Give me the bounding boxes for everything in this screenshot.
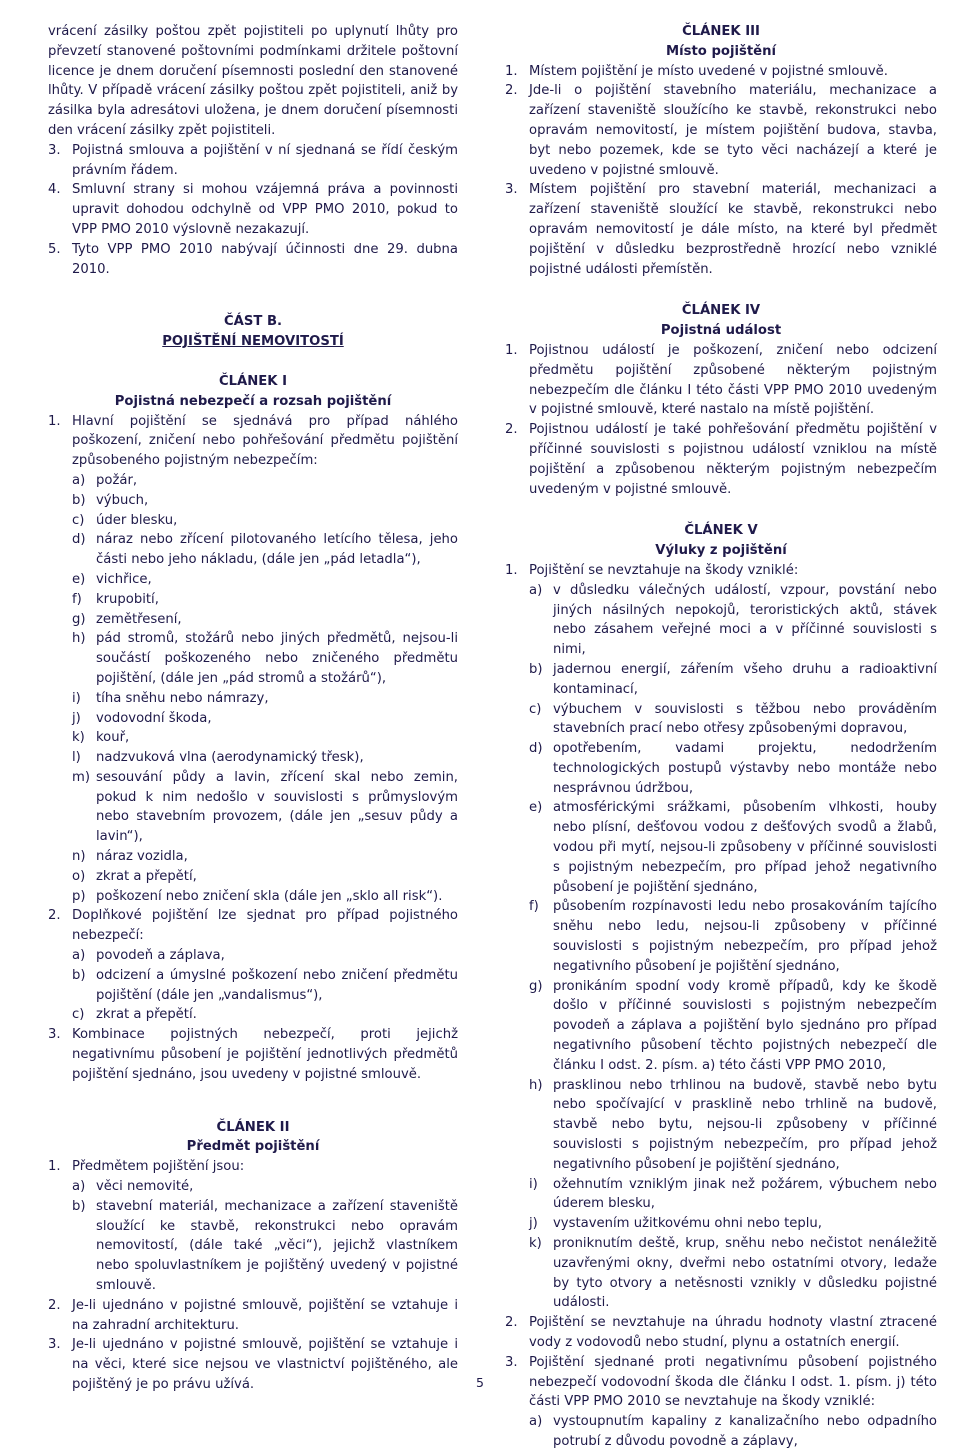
sub-item	[72, 867, 458, 887]
sub-item	[72, 471, 458, 491]
sub-item-letter: f)	[72, 591, 82, 607]
item-text: Pojistná smlouva a pojištění v ní sjednaná se řídí českým právním řádem.	[72, 142, 458, 178]
list-item	[48, 1157, 458, 1177]
sub-item-letter: c)	[72, 1007, 85, 1023]
part-title: ČÁST B.	[223, 314, 283, 330]
sub-item-letter: a)	[72, 472, 86, 488]
sub-item	[72, 491, 458, 511]
sub-item	[529, 798, 937, 897]
sub-item-text: zemětřesení,	[96, 611, 182, 627]
sub-item-letter: b)	[529, 661, 543, 677]
sub-item-text: působením rozpínavosti ledu nebo prosakováním tajícího sněhu nebo ledu, nejsou-li způsobeny v příčinné souvislosti s pojistným nebezpečím, pro případ jehož negativního působení je pojištění sjednáno,	[553, 899, 937, 974]
list-item	[48, 412, 458, 471]
item-number: 3.	[505, 1354, 518, 1370]
item-text: Pojistnou událostí je poškození, zničení nebo odcizení předmětu pojištění způsobené některým pojistným nebezpečím dle článku I této části VPP PMO 2010 uvedeným v pojistné smlouvě, které nastalo na místě pojištění.	[529, 342, 937, 418]
sub-item	[529, 1175, 937, 1215]
sub-item-letter: b)	[72, 1198, 86, 1214]
sub-item	[72, 511, 458, 531]
sub-item-letter: k)	[529, 1236, 542, 1252]
list-item	[48, 1025, 458, 1084]
sub-item-letter: c)	[529, 701, 542, 717]
list-item	[48, 180, 458, 239]
sub-item-text: nadzvuková vlna (aerodynamický třesk),	[96, 750, 364, 766]
sub-item-letter: p)	[72, 888, 86, 904]
sub-item-letter: j)	[529, 1216, 538, 1232]
sub-item-text: náraz vozidla,	[96, 849, 188, 865]
sub-item-text: vodovodní škoda,	[96, 710, 212, 726]
item-text: Je-li ujednáno v pojistné smlouvě, pojištění se vztahuje i na zahradní architekturu.	[72, 1297, 458, 1333]
sub-item	[72, 610, 458, 630]
item-text: Pojistnou událostí je také pohřešování předmětu pojištění v příčinné souvislosti s pojistnou událostí vzniklou na místě pojištění a způsobenou některým pojistným nebezpečím uvedeným v pojistné smlouvě.	[529, 422, 937, 497]
list-item	[505, 561, 937, 581]
sub-item-text: ožehnutím vzniklým jinak než požárem, výbuchem nebo úderem blesku,	[553, 1176, 937, 1212]
sub-item	[529, 1214, 937, 1234]
sub-item-text: tíha sněhu nebo námrazy,	[96, 690, 269, 706]
item-number: 3.	[48, 142, 61, 158]
article-1-title: ČLÁNEK I	[218, 373, 288, 389]
sub-item-letter: k)	[72, 730, 85, 746]
list-item	[48, 1296, 458, 1336]
sub-item-letter: h)	[72, 631, 86, 647]
item-number: 2.	[48, 908, 61, 924]
sub-item-text: sesouvání půdy a lavin, zřícení skal nebo zemin, pokud k nim nedošlo v souvislosti s průmyslovým nebo stavebním provozem, (dále jen „sesuv půdy a lavin“),	[96, 769, 458, 845]
list-item	[48, 906, 458, 946]
sub-item-text: úder blesku,	[96, 512, 178, 528]
sub-item	[72, 847, 458, 867]
sub-item-letter: e)	[529, 800, 543, 816]
sub-item-text: výbuch,	[96, 492, 149, 508]
sub-item	[72, 748, 458, 768]
item-text: Tyto VPP PMO 2010 nabývají účinnosti dne 29. dubna 2010.	[72, 241, 458, 277]
sub-item	[529, 1412, 937, 1452]
sub-item-text: opotřebením, vadami projektu, nedodržením technologických postupů výstavby nebo montáže nebo nesprávnou údržbou,	[553, 741, 937, 796]
sub-item-text: pád stromů, stožárů nebo jiných předmětů, nejsou-li součástí poškozeného nebo zničeného předmětu pojištění, (dále jen „pád stromů a stožárů“),	[96, 631, 458, 686]
item-text: Místem pojištění je místo uvedené v pojistné smlouvě.	[529, 63, 888, 79]
article-3-subtitle: Místo pojištění	[666, 43, 776, 59]
item-text: Místem pojištění pro stavební materiál, mechanizaci a zařízení staveniště sloužící ke stavbě, rekonstrukci nebo opravám nemovitostí je dále místo, na které byl předmět pojištění v důsledku bezprostředně hrozící nebo vzniklé pojistné události přemístěn.	[529, 182, 937, 277]
sub-item-letter: a)	[72, 948, 86, 964]
sub-item-text: náraz nebo zřícení pilotovaného letícího tělesa, jeho části nebo jeho nákladu, (dále jen „pád letadla“),	[96, 532, 458, 568]
article-5-water-damage-list	[505, 1412, 937, 1452]
list-item	[48, 141, 458, 181]
sub-item-text: atmosférickými srážkami, působením vlhkosti, houby nebo plísní, dešťovou vodou z dešťových svodů a žlabů, vodou při mytí, nejsou-li způsobeny v příčinné souvislosti s pojistným nebezpečím, pro případ jehož negativního působení je pojištění sjednáno,	[553, 800, 937, 895]
sub-item	[72, 1177, 458, 1197]
sub-item-letter: f)	[529, 899, 539, 915]
item-number: 1.	[48, 1159, 61, 1175]
sub-item-text: věci nemovité,	[96, 1179, 194, 1195]
article-5-exclusions-list	[505, 581, 937, 1313]
article-1-hazards-list	[48, 471, 458, 907]
sub-item-letter: b)	[72, 492, 86, 508]
sub-item-letter: o)	[72, 868, 86, 884]
sub-item-letter: e)	[72, 571, 86, 587]
sub-item-letter: j)	[72, 710, 81, 726]
item-number: 3.	[48, 1027, 61, 1043]
sub-item	[72, 966, 458, 1006]
sub-item	[529, 739, 937, 798]
sub-item-text: krupobití,	[96, 591, 159, 607]
sub-item-letter: g)	[72, 611, 86, 627]
list-item	[48, 240, 458, 280]
sub-item	[72, 887, 458, 907]
article-4-subtitle: Pojistná událost	[660, 323, 782, 339]
item-number: 1.	[48, 413, 61, 429]
item-number: 2.	[505, 1315, 518, 1331]
sub-item-text: v důsledku válečných událostí, vzpour, povstání nebo jiných násilných nepokojů, teroristických aktů, stávek nebo zásahem veřejné moci a v příčinné souvislosti s nimi,	[553, 582, 937, 658]
sub-item-text: vystoupnutím kapaliny z kanalizačního nebo odpadního potrubí z důvodu povodně a záplavy,	[553, 1414, 937, 1449]
sub-item	[529, 977, 937, 1076]
item-number: 3.	[505, 182, 518, 198]
sub-item-letter: n)	[72, 849, 86, 865]
sub-item-text: zkrat a přepětí.	[96, 1007, 197, 1023]
right-column	[505, 22, 937, 1452]
item-number: 2.	[505, 83, 518, 99]
sub-item-text: vichřice,	[96, 571, 152, 587]
sub-item-letter: h)	[529, 1077, 543, 1093]
item-number: 5.	[48, 241, 61, 257]
part-subtitle: POJIŠTĚNÍ NEMOVITOSTÍ	[162, 334, 344, 350]
article-1-subtitle: Pojistná nebezpečí a rozsah pojištění	[114, 393, 392, 409]
sub-item-text: prasklinou nebo trhlinou na budově, stavbě nebo bytu nebo spočívající v prasklině nebo trhlině na budově, stavbě nebo bytu, nejsou-li způsobeny v příčinné souvislosti s pojistným nebezpečím, pro případ jehož negativního působení je pojištění sjednáno,	[553, 1077, 937, 1172]
sub-item	[529, 1234, 937, 1313]
sub-item	[72, 689, 458, 709]
page-number: 5	[476, 1375, 484, 1390]
sub-item	[529, 897, 937, 976]
list-item	[505, 341, 937, 420]
sub-item-letter: a)	[529, 582, 543, 598]
sub-item-letter: a)	[529, 1414, 543, 1430]
sub-item-letter: b)	[72, 967, 86, 983]
article-4-title: ČLÁNEK IV	[681, 303, 761, 319]
sub-item	[72, 530, 458, 570]
list-item	[505, 62, 937, 82]
item-text: Hlavní pojištění se sjednává pro případ náhlého poškození, zničení nebo pohřešování předmětu pojištění způsobeného pojistným nebezpečím:	[72, 413, 458, 469]
sub-item-text: kouř,	[96, 730, 130, 746]
item-text: Pojištění sjednané proti negativnímu působení pojistného nebezpečí vodovodní škoda dle článku I odst. 1. písm. j) této části VPP PMO 2010 se nevztahuje na škody vzniklé:	[529, 1354, 937, 1410]
article-3-list	[505, 62, 937, 280]
sub-item-letter: i)	[72, 690, 81, 706]
sub-item	[72, 709, 458, 729]
article-2-subtitle: Předmět pojištění	[186, 1139, 320, 1155]
item-text: Pojištění se nevztahuje na úhradu hodnoty vlastní ztracené vody z vodovodů nebo studní, plynu a ostatních energií.	[529, 1315, 937, 1350]
item-number: 1.	[505, 562, 518, 578]
article-2-subject-list	[48, 1177, 458, 1296]
sub-item	[72, 768, 458, 847]
sub-item-text: poškození nebo zničení skla (dále jen „sklo all risk“).	[96, 888, 443, 904]
item-text: Je-li ujednáno v pojistné smlouvě, pojištění se vztahuje i na věci, které sice nejsou ve vlastnictví pojištěného, ale pojištěný je po právu užívá.	[72, 1337, 458, 1392]
item-text: Smluvní strany si mohou vzájemná práva a povinnosti upravit dohodou odchylně od VPP PMO 2010, pokud to VPP PMO 2010 výslovně nezakazují.	[72, 182, 458, 237]
sub-item-text: vystavením užitkovému ohni nebo teplu,	[553, 1216, 822, 1232]
sub-item-letter: d)	[529, 741, 543, 757]
item-number: 4.	[48, 182, 61, 198]
left-column	[48, 22, 458, 1395]
article-5-subtitle: Výluky z pojištění	[655, 543, 787, 559]
sub-item-text: odcizení a úmyslné poškození nebo zničení předmětu pojištění (dále jen „vandalismus“),	[96, 967, 458, 1003]
sub-item	[529, 581, 937, 660]
sub-item-text: jadernou energií, zářením všeho druhu a radioaktivní kontaminací,	[553, 661, 937, 697]
sub-item-letter: m)	[72, 769, 90, 785]
item-text: Doplňkové pojištění lze sjednat pro případ pojistného nebezpečí:	[72, 908, 458, 944]
sub-item-text: proniknutím deště, krup, sněhu nebo nečistot nenáležitě uzavřenými okny, dveřmi nebo ostatními otvory, ledaže by tyto otvory a netěsnosti vznikly v důsledku pojistné události.	[553, 1236, 937, 1311]
list-item	[505, 180, 937, 279]
sub-item	[72, 570, 458, 590]
item-text: Předmětem pojištění jsou:	[72, 1159, 245, 1175]
intro-paragraph: vrácení zásilky poštou zpět pojistiteli po uplynutí lhůty pro převzetí stanovené poštovními podmínkami držitele poštovní licence je dnem doručení písemnosti poslední den stanovené lhůty. V případě vrácení zásilky poštou zpět pojistiteli, aniž by zásilka byla adresátovi uložena, je dnem doručení písemnosti den vrácení zásilky zpět pojistiteli.	[48, 24, 458, 138]
sub-item-letter: c)	[72, 512, 85, 528]
list-item	[505, 1313, 937, 1353]
item-number: 2.	[505, 422, 518, 438]
sub-item-letter: d)	[72, 532, 86, 548]
item-text: Kombinace pojistných nebezpečí, proti jejichž negativnímu působení je pojištění jednotlivých předmětů pojištění sjednáno, jsou uvedeny v pojistné smlouvě.	[72, 1027, 458, 1082]
item-number: 2.	[48, 1297, 61, 1313]
sub-item-text: požár,	[96, 472, 138, 488]
sub-item-text: stavební materiál, mechanizace a zařízení staveniště sloužící ke stavbě, rekonstrukci nebo opravám nemovitostí, (dále také „věci“), jejichž vlastníkem nebo spoluvlastníkem je pojištěný uvedený v pojistné smlouvě.	[96, 1198, 458, 1294]
article-2-title: ČLÁNEK II	[216, 1119, 290, 1135]
sub-item	[529, 700, 937, 740]
sub-item-text: výbuchem v souvislosti s těžbou nebo prováděním stavebních prací nebo otřesy způsobenými dopravou,	[553, 701, 937, 737]
item-number: 1.	[505, 342, 518, 358]
sub-item	[72, 590, 458, 610]
list-item	[505, 81, 937, 180]
sub-item-letter: a)	[72, 1179, 86, 1195]
article-4-list	[505, 341, 937, 499]
sub-item-text: pronikáním spodní vody kromě případů, kdy ke škodě došlo v příčinné souvislosti s pojistným nebezpečím povodeň a záplava a pojištění bylo sjednáno pro případ negativního působení těchto pojistných nebezpečí dle článku I odst. 2. písm. a) této části VPP PMO 2010,	[553, 978, 937, 1073]
sub-item	[72, 1197, 458, 1296]
item-number: 3.	[48, 1337, 61, 1353]
sub-item-letter: i)	[529, 1176, 538, 1192]
article-5-title: ČLÁNEK V	[684, 523, 758, 539]
sub-item-text: povodeň a záplava,	[96, 948, 225, 964]
sub-item	[72, 728, 458, 748]
article-1-supplementary-list	[48, 946, 458, 1025]
article-3-title: ČLÁNEK III	[682, 24, 760, 39]
sub-item	[72, 946, 458, 966]
sub-item-text: zkrat a přepětí,	[96, 868, 197, 884]
sub-item	[529, 660, 937, 700]
item-number: 1.	[505, 63, 518, 79]
sub-item-letter: g)	[529, 978, 543, 994]
sub-item-letter: l)	[72, 750, 81, 766]
item-text: Pojištění se nevztahuje na škody vzniklé:	[529, 562, 799, 578]
list-item	[505, 420, 937, 499]
item-text: Jde-li o pojištění stavebního materiálu, mechanizace a zařízení staveniště sloužícího ke stavbě, rekonstrukci nebo opravám nemovitostí, je místem pojištění budova, stavba, byt nebo pozemek, kde se tyto věci nacházejí a které je uvedeno v pojistné smlouvě.	[529, 83, 937, 178]
sub-item	[529, 1076, 937, 1175]
sub-item	[72, 1005, 458, 1025]
sub-item	[72, 629, 458, 688]
